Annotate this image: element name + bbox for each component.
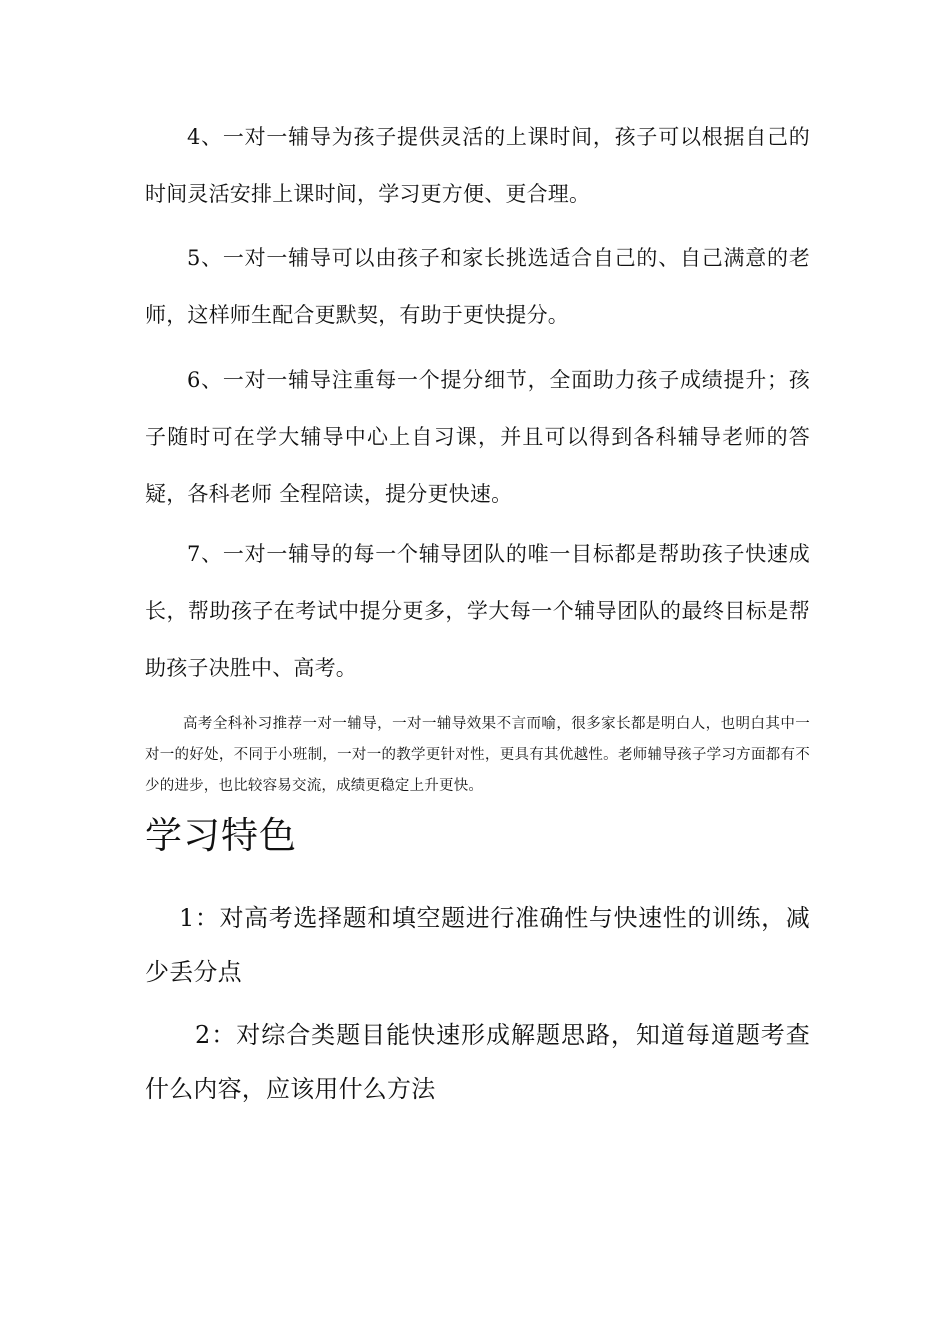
feature-item-1: 1：对高考选择题和填空题进行准确性与快速性的训练，减少丢分点 [145, 904, 810, 986]
summary-paragraph: 高考全科补习推荐一对一辅导，一对一辅导效果不言而喻，很多家长都是明白人，也明白其中一对一的好处，不同于小班制，一对一的教学更针对性，更具有其优越性。老师辅导孩子学习方面都有不少的进步，也比较容易交流，成绩更稳定上升更快。 [145, 716, 810, 794]
feature-item-2: 2：对综合类题目能快速形成解题思路，知道每道题考查什么内容，应该用什么方法 [145, 1021, 810, 1103]
paragraph-6: 6、一对一辅导注重每一个提分细节，全面助力孩子成绩提升；孩子随时可在学大辅导中心上自习课，并且可以得到各科辅导老师的答疑，各科老师 全程陪读，提分更快速。 [145, 368, 810, 506]
paragraph-7: 7、一对一辅导的每一个辅导团队的唯一目标都是帮助孩子快速成长，帮助孩子在考试中提分更多，学大每一个辅导团队的最终目标是帮助孩子决胜中、高考。 [145, 542, 810, 680]
paragraph-5: 5、一对一辅导可以由孩子和家长挑选适合自己的、自己满意的老师，这样师生配合更默契，有助于更快提分。 [145, 246, 810, 327]
paragraph-4: 4、一对一辅导为孩子提供灵活的上课时间，孩子可以根据自己的时间灵活安排上课时间，学习更方便、更合理。 [145, 125, 810, 206]
section-title: 学习特色 [145, 814, 297, 857]
